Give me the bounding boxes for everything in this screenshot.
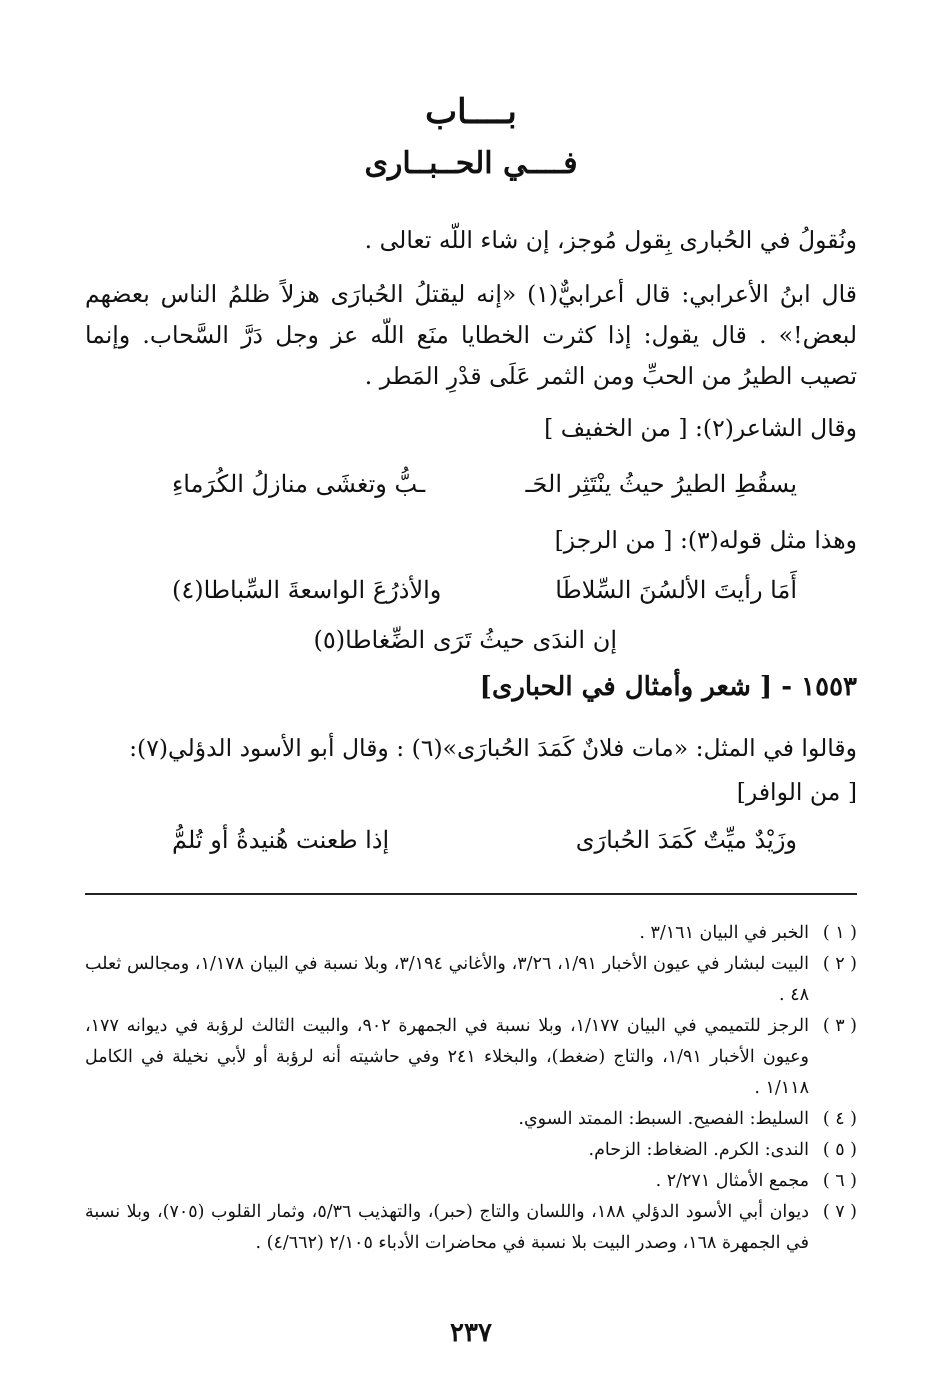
section-heading xyxy=(480,672,857,702)
verse-2-left: والأذرُعَ الواسعةَ السِّباطا(٤) xyxy=(172,576,442,604)
paragraph-2-line-2: [ من الوافر] xyxy=(736,778,857,806)
page-number: ٢٣٧ xyxy=(450,1318,492,1348)
footnote-text: مجمع الأمثال ٢/٢٧١ . xyxy=(655,1171,809,1191)
footnote-number: ( ٤ ) xyxy=(822,1109,857,1129)
footnote-text: ديوان أبي الأسود الدؤلي ١٨٨، واللسان والتاج (حبر)، والتهذيب ٥/٣٦، وثمار القلوب (٧٠٥)، وبلا نسبة في الجمهرة ١٦٨، وصدر البيت بلا نسبة في محاضرات الأدباء ٢/١٠٥ (٤/٦٦٢) . xyxy=(85,1202,809,1253)
chapter-subtitle: فــــي الحــبــارى xyxy=(364,146,578,181)
section-title: [ شعر وأمثال في الحبارى] xyxy=(479,672,773,702)
footnote-number: ( ٦ ) xyxy=(822,1171,857,1191)
footnote-number: ( ٢ ) xyxy=(822,954,857,974)
footnote-separator xyxy=(85,893,857,895)
footnote-4 xyxy=(85,1104,857,1135)
verse-1-right: يسقُطِ الطيرُ حيثُ ينْتَثِر الحَـ xyxy=(525,470,797,498)
footnote-text: الرجز للتميمي في البيان ١/١٧٧، وبلا نسبة في الجمهرة ٩٠٢، والبيت الثالث لرؤبة في ديوانه ١٧٧، وعيون الأخبار ١/٩١، والتاج (ضغط)، والبخلاء ٢٤١ وفي حاشيته أنه لرؤبة أو لأبي نخيلة في الكامل ١/١١٨ . xyxy=(85,1016,809,1098)
verse-4-left: إذا طعنت هُنيدةُ أو تُلمُّ xyxy=(172,826,390,854)
footnote-5 xyxy=(85,1135,857,1166)
footnote-7 xyxy=(85,1197,857,1259)
footnote-number: ( ٧ ) xyxy=(822,1202,857,1222)
footnote-number: ( ٥ ) xyxy=(822,1140,857,1160)
paragraph-1: قال ابنُ الأعرابي: قال أعرابيٌّ(١) «إنه ليقتلُ الحُبارَى هزلاً ظلمُ الناس بعضهم لبعض!» . قال يقول: إذا كثرت الخطايا منَع اللّه عز وجل دَرَّ السَّحاب. وإنما تصيب الطيرُ من الحبِّ ومن الثمر عَلَى قدْرِ المَطر . xyxy=(85,280,857,390)
verse-3: إن الندَى حيثُ تَرَى الضِّغاطا(٥) xyxy=(313,626,617,654)
poet-intro-2: وهذا مثل قوله(٣): [ من الرجز] xyxy=(554,526,857,554)
footnote-number: ( ١ ) xyxy=(822,923,857,943)
footnote-6 xyxy=(85,1166,857,1197)
footnote-2 xyxy=(85,949,857,1011)
intro-line: ونُقولُ في الحُبارى بِقول مُوجز، إن شاء اللّه تعالى . xyxy=(364,226,857,254)
footnote-text: السليط: الفصيح. السبط: الممتد السوي. xyxy=(518,1109,809,1129)
poet-intro-1: وقال الشاعر(٢): [ من الخفيف ] xyxy=(544,414,857,442)
footnote-text: الخبر في البيان ٣/١٦١ . xyxy=(639,923,809,943)
section-dash: - xyxy=(772,672,793,702)
verse-4-right: وزَيْدٌ ميِّتٌ كَمَدَ الحُبارَى xyxy=(575,826,797,854)
footnote-number: ( ٣ ) xyxy=(822,1016,857,1036)
section-number: ١٥٥٣ xyxy=(801,672,857,702)
footnote-text: البيت لبشار في عيون الأخبار ١/٩١، ٣/٢٦، والأغاني ٣/١٩٤، وبلا نسبة في البيان ١/١٧٨، ومجالس ثعلب ٤٨ . xyxy=(85,954,809,1005)
verse-1-left: ـبُّ وتغشَى منازلُ الكُرَماءِ xyxy=(172,470,426,498)
footnote-1 xyxy=(85,918,857,949)
chapter-heading: بــــاب xyxy=(425,92,517,132)
footnote-text: الندى: الكرم. الضغاط: الزحام. xyxy=(588,1140,809,1160)
footnotes xyxy=(85,918,857,1259)
verse-2-right: أَمَا رأيتَ الألسُنَ السِّلاطَا xyxy=(555,576,797,604)
footnote-3 xyxy=(85,1011,857,1104)
paragraph-2-line-1: وقالوا في المثل: «مات فلانٌ كَمَدَ الحُبارَى»(٦) : وقال أبو الأسود الدؤلي(٧): xyxy=(129,734,857,762)
